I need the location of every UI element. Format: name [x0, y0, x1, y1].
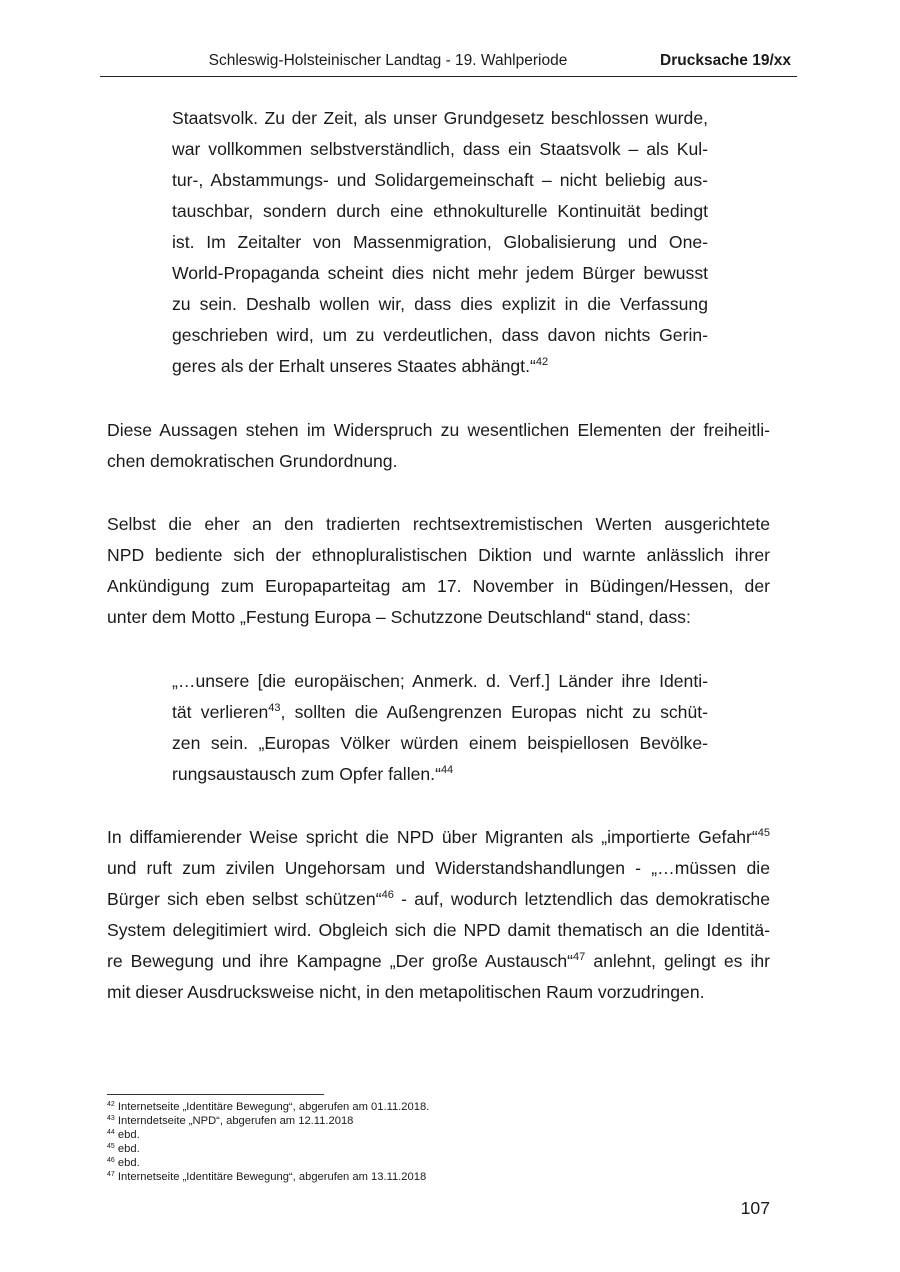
- quote2-line: [172, 701, 708, 723]
- footnote-number: 47: [107, 1171, 115, 1178]
- quote1-line: World-Propaganda scheint dies nicht mehr jedem Bürger bewusst: [172, 263, 708, 283]
- document-number: Drucksache 19/xx: [660, 52, 791, 69]
- footnote-ref: 44: [440, 764, 454, 776]
- quote2-text: rungsaustausch zum Opfer fallen.“: [172, 764, 441, 784]
- para2-line: unter dem Motto „Festung Europa – Schutzzone Deutschland“ stand, dass:: [107, 607, 691, 627]
- quote1-line: [172, 355, 708, 377]
- page-number: 107: [740, 1198, 770, 1218]
- footnote-divider: [107, 1094, 324, 1095]
- header-title: Schleswig-Holsteinischer Landtag - 19. Wahlperiode: [208, 52, 568, 69]
- quote1-line: Staatsvolk. Zu der Zeit, als unser Grundgesetz beschlossen wurde,: [172, 108, 708, 128]
- footnote-ref: 46: [381, 889, 394, 901]
- footnote-number: 44: [107, 1129, 115, 1136]
- footnote: [107, 1157, 140, 1171]
- quote1-line: zu sein. Deshalb wollen wir, dass dies explizit in die Verfassung: [172, 294, 708, 314]
- quote2-text: tät verlieren: [172, 702, 269, 722]
- footnote-ref: 47: [573, 951, 586, 963]
- para3-line: System delegitimiert wird. Obgleich sich die NPD damit thematisch an die Identitä-: [107, 920, 770, 940]
- footnote-number: 42: [107, 1101, 115, 1108]
- para1-line: chen demokratischen Grundordnung.: [107, 451, 398, 471]
- para3-text: In diffamierender Weise spricht die NPD über Migranten als „importierte Gefahr“: [107, 827, 758, 847]
- footnote-number: 45: [107, 1143, 115, 1150]
- quote1-line: ist. Im Zeitalter von Massenmigration, Globalisierung und One-: [172, 232, 708, 252]
- footnote-ref: 43: [268, 702, 281, 714]
- footnote: [107, 1171, 426, 1185]
- para3-text: Bürger sich eben selbst schützen“: [107, 889, 382, 909]
- footnote-text: ebd.: [114, 1143, 140, 1155]
- footnote-ref: 45: [757, 827, 770, 839]
- para3-text: anlehnt, gelingt es ihr: [585, 951, 771, 971]
- footnote: [107, 1101, 429, 1115]
- quote1-line: tauschbar, sondern durch eine ethnokulturelle Kontinuität bedingt: [172, 201, 708, 221]
- footnote-text: ebd.: [114, 1157, 140, 1169]
- footnote: [107, 1129, 140, 1143]
- footnote-text: ebd.: [114, 1129, 140, 1141]
- footnote-ref: 42: [535, 356, 549, 368]
- para2-line: Selbst die eher an den tradierten rechtsextremistischen Werten ausgerichtete: [107, 514, 770, 534]
- footnote: [107, 1143, 140, 1157]
- footnote-number: 43: [107, 1115, 115, 1122]
- quote1-line: tur-, Abstammungs- und Solidargemeinschaft – nicht beliebig aus-: [172, 170, 708, 190]
- quote2-text: , sollten die Außengrenzen Europas nicht zu schüt-: [280, 702, 708, 722]
- para3-line: [107, 826, 770, 848]
- para3-line: [107, 888, 770, 910]
- footnote-text: Interndetseite „NPD“, abgerufen am 12.11.2018: [114, 1115, 354, 1127]
- para3-line: und ruft zum zivilen Ungehorsam und Widerstandshandlungen - „…müssen die: [107, 858, 770, 878]
- page-header: [100, 50, 797, 77]
- footnote-number: 46: [107, 1157, 115, 1164]
- footnote-text: Internetseite „Identitäre Bewegung“, abgerufen am 13.11.2018: [114, 1171, 427, 1183]
- para2-line: NPD bediente sich der ethnopluralistischen Diktion und warnte anlässlich ihrer: [107, 545, 770, 565]
- para3-text: re Bewegung und ihre Kampagne „Der große Austausch“: [107, 951, 574, 971]
- para3-text: - auf, wodurch letztendlich das demokratische: [393, 889, 770, 909]
- quote1-text: geres als der Erhalt unseres Staates abhängt.“: [172, 356, 536, 376]
- quote2-line: „…unsere [die europäischen; Anmerk. d. Verf.] Länder ihre Identi-: [172, 671, 708, 691]
- quote1-line: geschrieben wird, um zu verdeutlichen, dass davon nichts Gerin-: [172, 325, 708, 345]
- para3-line: mit dieser Ausdrucksweise nicht, in den metapolitischen Raum vorzudringen.: [107, 982, 705, 1002]
- quote2-line: [172, 763, 708, 785]
- footnote: [107, 1115, 353, 1129]
- footnote-text: Internetseite „Identitäre Bewegung“, abgerufen am 01.11.2018.: [114, 1101, 430, 1113]
- quote1-line: war vollkommen selbstverständlich, dass ein Staatsvolk – als Kul-: [172, 139, 708, 159]
- para3-line: [107, 950, 770, 972]
- para2-line: Ankündigung zum Europaparteitag am 17. November in Büdingen/Hessen, der: [107, 576, 770, 596]
- quote2-line: zen sein. „Europas Völker würden einem beispiellosen Bevölke-: [172, 733, 708, 753]
- para1-line: Diese Aussagen stehen im Widerspruch zu wesentlichen Elementen der freiheitli-: [107, 420, 770, 440]
